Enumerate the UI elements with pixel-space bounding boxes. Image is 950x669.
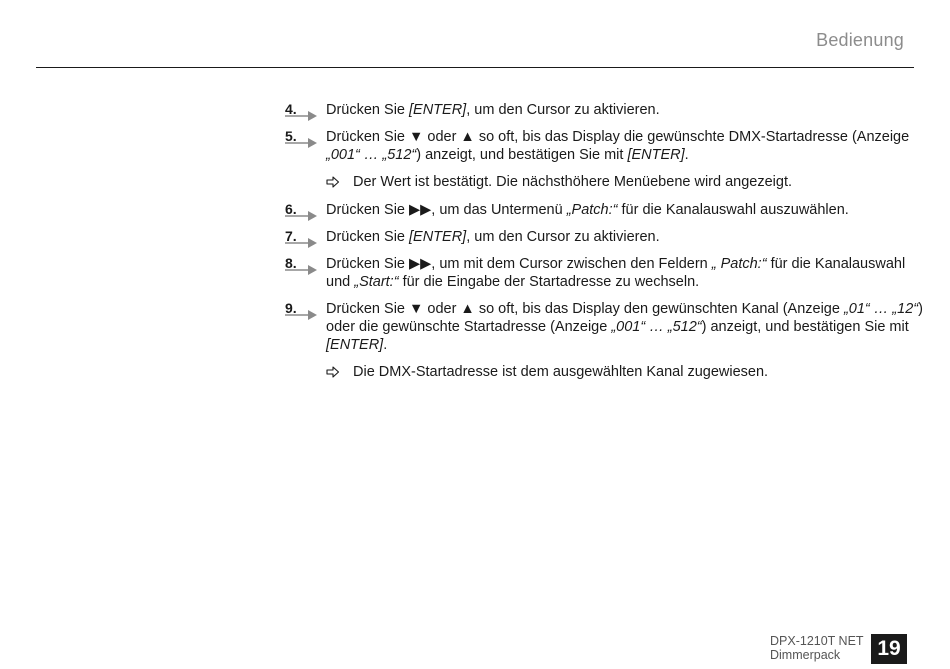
step-text-segment: Drücken Sie: [326, 229, 410, 245]
step-text-segment: für die Eingabe der Startadresse zu wechseln.: [398, 274, 700, 290]
step-text-segment: Drücken Sie ▶▶, um das Untermenü: [326, 202, 567, 218]
step-item: [285, 228, 925, 246]
step-number: [285, 101, 317, 119]
step-item: [285, 128, 925, 164]
step-arrow-icon: [285, 310, 317, 320]
result-arrow-icon: [326, 365, 340, 379]
step-arrow-icon: [285, 238, 317, 248]
page-number: 19: [871, 634, 907, 664]
step-text-emphasis: [ENTER]: [409, 229, 467, 245]
step-text: [326, 255, 925, 291]
step-number: [285, 255, 317, 273]
step-text-emphasis: [ENTER]: [326, 337, 384, 353]
step-text-segment: .: [684, 147, 689, 163]
step-text-emphasis: „Patch:“: [566, 202, 618, 218]
step-text-emphasis: „01“ … „12“: [843, 301, 919, 317]
step-text-emphasis: „Start:“: [354, 274, 399, 290]
step-text-segment: Drücken Sie ▶▶, um mit dem Cursor zwischen den Feldern: [326, 256, 712, 272]
instruction-list: [285, 101, 925, 391]
product-model: DPX-1210T NET: [770, 634, 864, 648]
step-text-segment: Drücken Sie: [326, 102, 410, 118]
step-text-emphasis: „001“ … „512“: [326, 147, 417, 163]
step-item: [285, 201, 925, 219]
step-text: [326, 300, 925, 354]
step-text-segment: ) oder die gewünschte Startadresse (Anzeige: [326, 301, 923, 335]
step-text-segment: .: [383, 337, 388, 353]
step-number-label: 4.: [285, 101, 297, 117]
step-text-segment: Drücken Sie ▼ oder ▲ so oft, bis das Display die gewünschte DMX-Startadresse (Anzeige: [326, 129, 910, 145]
step-text-segment: , um den Cursor zu aktivieren.: [466, 102, 660, 118]
step-text-segment: , um den Cursor zu aktivieren.: [466, 229, 660, 245]
step-text-segment: Drücken Sie ▼ oder ▲ so oft, bis das Display den gewünschten Kanal (Anzeige: [326, 301, 844, 317]
step-number: [285, 300, 317, 318]
step-item: [285, 300, 925, 354]
step-result: [285, 173, 925, 191]
header-divider: [36, 67, 914, 68]
section-title: Bedienung: [816, 30, 904, 50]
result-arrow-icon: [326, 175, 340, 189]
step-result: [285, 363, 925, 381]
step-text: [326, 128, 925, 164]
step-text-emphasis: „001“ … „512“: [611, 319, 702, 335]
step-number: [285, 228, 317, 246]
step-text: [326, 201, 925, 219]
step-arrow-icon: [285, 265, 317, 275]
step-number: [285, 201, 317, 219]
step-arrow-icon: [285, 111, 317, 121]
step-arrow-icon: [285, 138, 317, 148]
product-type: Dimmerpack: [770, 648, 841, 662]
step-text-emphasis: [ENTER]: [627, 147, 685, 163]
result-text: Der Wert ist bestätigt. Die nächsthöhere Menüebene wird angezeigt.: [353, 174, 793, 190]
step-text-segment: für die Kanalauswahl und: [326, 256, 906, 290]
step-text-segment: ) anzeigt, und bestätigen Sie mit: [701, 319, 909, 335]
step-item: [285, 255, 925, 291]
step-arrow-icon: [285, 211, 317, 221]
step-text-emphasis: [ENTER]: [409, 102, 467, 118]
product-name: [770, 634, 864, 662]
step-text: [326, 228, 925, 246]
step-number-label: 5.: [285, 128, 297, 144]
step-text-segment: ) anzeigt, und bestätigen Sie mit: [416, 147, 628, 163]
step-number-label: 9.: [285, 300, 297, 316]
step-number: [285, 128, 317, 146]
result-text: Die DMX-Startadresse ist dem ausgewählten Kanal zugewiesen.: [353, 364, 769, 380]
step-number-label: 7.: [285, 228, 297, 244]
step-text-emphasis: „ Patch:“: [711, 256, 767, 272]
step-text: [326, 101, 925, 119]
step-number-label: 8.: [285, 255, 297, 271]
step-item: [285, 101, 925, 119]
step-text-segment: für die Kanalauswahl auszuwählen.: [617, 202, 849, 218]
step-number-label: 6.: [285, 201, 297, 217]
